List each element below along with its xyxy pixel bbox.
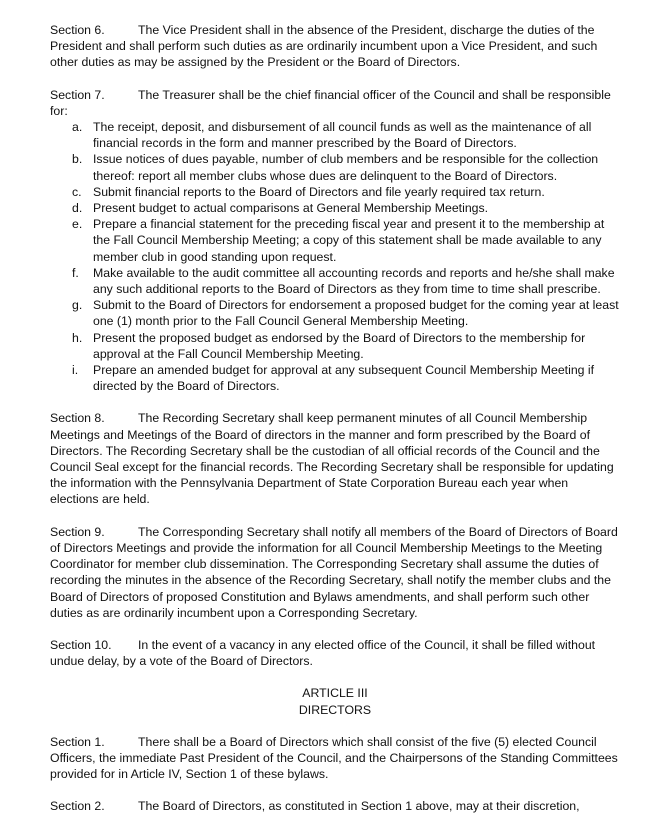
list-item-text: Submit financial reports to the Board of Directors and file yearly required tax return. xyxy=(93,184,545,199)
list-item-text: Present budget to actual comparisons at General Membership Meetings. xyxy=(93,201,489,216)
list-item xyxy=(50,119,620,151)
list-marker: h. xyxy=(72,330,83,345)
section-6 xyxy=(50,22,620,71)
section-label: Section 2. xyxy=(50,799,105,814)
article-title: DIRECTORS xyxy=(298,702,372,717)
list-item xyxy=(50,184,620,200)
list-item xyxy=(50,297,620,329)
section-label: Section 6. xyxy=(50,23,105,37)
section-label: Section 10. xyxy=(50,637,112,652)
list-marker: c. xyxy=(72,184,82,199)
section-text: There shall be a Board of Directors which shall consist of the five (5) elected Council Officers, the immediate Past President of the Council, and the Chairpersons of the Standing Committees provided for in Article IV, Section 1 of these bylaws. xyxy=(50,734,618,782)
list-marker: d. xyxy=(72,201,83,216)
list-item xyxy=(50,362,620,394)
list-item-text: Issue notices of dues payable, number of club members and be responsible for the collection thereof: report all member clubs whose dues are delinquent to the Board of Directors. xyxy=(93,152,599,183)
section-text: The Corresponding Secretary shall notify all members of the Board of Directors of Board of Directors Meetings and provide the information for all Council Membership Meetings to the Meeting Coordinator for member club dissemination. The Corresponding Secretary shall assume the duties of recording the minutes in the absence of the Recording Secretary, shall notify the member clubs and the Board of Directors of proposed Constitution and Bylaws amendments, and shall perform such other duties as are ordinarily incumbent upon a Corresponding Secretary. xyxy=(50,524,618,620)
treasurer-duties-list xyxy=(50,119,620,394)
article-section-2 xyxy=(50,798,620,814)
list-item-text: Prepare a financial statement for the preceding fiscal year and present it to the membership at the Fall Council Membership Meeting; a copy of this statement shall be made available to any member club in good standing upon request. xyxy=(93,217,605,264)
section-label: Section 8. xyxy=(50,411,105,426)
section-text: The Board of Directors, as constituted in Section 1 above, may at their discretion, xyxy=(138,799,580,814)
section-10 xyxy=(50,637,620,669)
list-item-text: The receipt, deposit, and disbursement of all council funds as well as the maintenance of all financial records in the form and manner prescribed by the Board of Directors. xyxy=(93,120,592,151)
section-label: Section 1. xyxy=(50,734,105,749)
article-number: ARTICLE III xyxy=(302,686,368,701)
list-item-text: Present the proposed budget as endorsed by the Board of Directors to the membership for approval at the Fall Council Membership Meeting. xyxy=(93,330,586,361)
article-section-1 xyxy=(50,734,620,783)
list-item xyxy=(50,265,620,297)
section-text: The Recording Secretary shall keep permanent minutes of all Council Membership Meetings and Meetings of the Board of directors in the manner and form prescribed by the Board of Directors. The Recording Secretary shall be the custodian of all official records of the Council and the Council Seal except for the financial records. The Recording Secretary shall be responsible for updating the information with the Pennsylvania Department of State Corporation Bureau each year when elections are held. xyxy=(50,411,614,507)
section-8 xyxy=(50,410,620,507)
article-heading xyxy=(50,685,620,717)
section-text: The Vice President shall in the absence of the President, discharge the duties of the President and shall perform such duties as are ordinarily incumbent upon a Vice President, and such other duties as may be assigned by the President or the Board of Directors. xyxy=(50,23,598,70)
list-marker: b. xyxy=(72,152,83,167)
list-item xyxy=(50,200,620,216)
list-item-text: Submit to the Board of Directors for endorsement a proposed budget for the coming year at least one (1) month prior to the Fall Council General Membership Meeting. xyxy=(93,298,619,329)
section-7 xyxy=(50,87,620,395)
section-label: Section 7. xyxy=(50,87,105,102)
section-text: The Treasurer shall be the chief financial officer of the Council and shall be responsible for: xyxy=(50,87,611,118)
list-item xyxy=(50,330,620,362)
section-label: Section 9. xyxy=(50,524,105,539)
list-item-text: Prepare an amended budget for approval at any subsequent Council Membership Meeting if directed by the Board of Directors. xyxy=(93,363,595,394)
list-marker: g. xyxy=(72,298,83,313)
list-marker: i. xyxy=(72,363,79,378)
list-item xyxy=(50,216,620,265)
list-marker: a. xyxy=(72,120,83,135)
list-marker: f. xyxy=(72,265,79,280)
section-text: In the event of a vacancy in any elected office of the Council, it shall be filled without undue delay, by a vote of the Board of Directors. xyxy=(50,637,596,669)
list-item xyxy=(50,151,620,183)
list-item-text: Make available to the audit committee all accounting records and reports and he/she shall make any such additional reports to the Board of Directors as they from time to time shall prescribe. xyxy=(93,265,615,297)
list-marker: e. xyxy=(72,217,83,232)
section-9 xyxy=(50,524,620,621)
